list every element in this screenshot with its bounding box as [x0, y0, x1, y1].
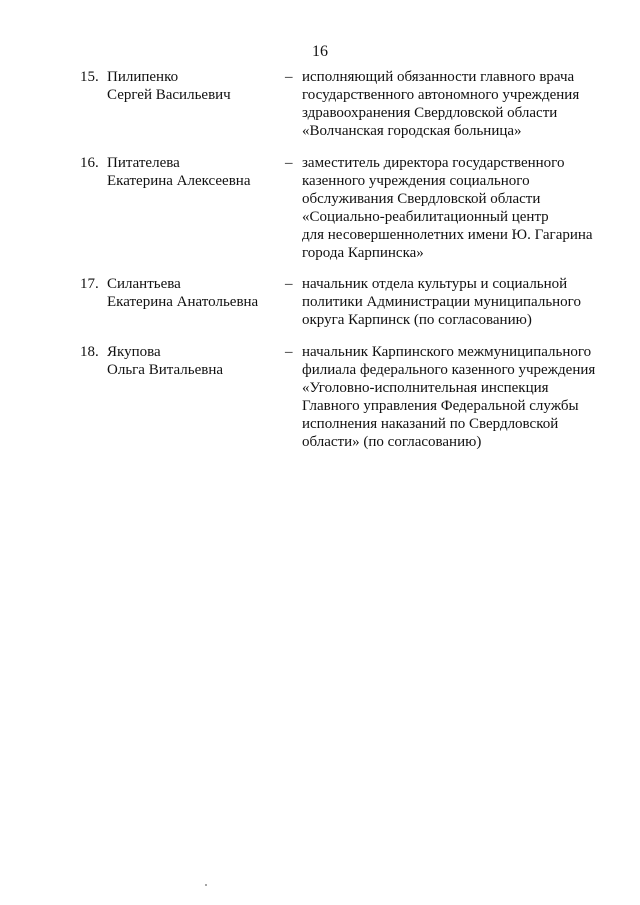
position-line: начальник отдела культуры и социальной	[302, 276, 568, 292]
position-line: для несовершеннолетних имени Ю. Гагарина	[302, 227, 593, 243]
given-names: Сергей Васильевич	[107, 87, 231, 103]
position-text	[302, 68, 612, 140]
dash: –	[285, 276, 293, 292]
position-text	[302, 154, 612, 262]
position-line: филиала федерального казенного учреждения	[302, 362, 596, 378]
position-line: исполняющий обязанности главного врача	[302, 69, 575, 85]
dash: –	[285, 344, 293, 360]
position-line: казенного учреждения социального	[302, 173, 530, 189]
surname: Питателева	[107, 155, 180, 171]
position-text	[302, 343, 612, 451]
given-names: Екатерина Анатольевна	[107, 294, 259, 310]
page-number: 16	[312, 43, 328, 60]
surname: Силантьева	[107, 276, 181, 292]
item-number: 15.	[80, 69, 99, 85]
position-line: политики Администрации муниципального	[302, 294, 581, 310]
given-names: Екатерина Алексеевна	[107, 173, 251, 189]
position-line: «Социально-реабилитационный центр	[302, 209, 549, 225]
item-number: 17.	[80, 276, 99, 292]
position-line: государственного автономного учреждения	[302, 87, 580, 103]
position-line: начальник Карпинского межмуниципального	[302, 344, 592, 360]
person-name	[107, 154, 277, 190]
surname: Пилипенко	[107, 69, 179, 85]
position-line: обслуживания Свердловской области	[302, 191, 541, 207]
item-number: 18.	[80, 344, 99, 360]
position-text	[302, 275, 612, 329]
person-name	[107, 68, 277, 104]
position-line: здравоохранения Свердловской области	[302, 105, 558, 121]
scan-speck	[205, 884, 207, 886]
dash: –	[285, 155, 293, 171]
position-line: исполнения наказаний по Свердловской	[302, 416, 559, 432]
dash: –	[285, 69, 293, 85]
position-line: области» (по согласованию)	[302, 434, 482, 450]
position-line: заместитель директора государственного	[302, 155, 565, 171]
person-name	[107, 275, 277, 311]
item-number: 16.	[80, 155, 99, 171]
position-line: «Уголовно-исполнительная инспекция	[302, 380, 549, 396]
surname: Якупова	[107, 344, 161, 360]
position-line: Главного управления Федеральной службы	[302, 398, 579, 414]
given-names: Ольга Витальевна	[107, 362, 224, 378]
person-name	[107, 343, 277, 379]
position-line: города Карпинска»	[302, 245, 424, 261]
position-line: «Волчанская городская больница»	[302, 123, 522, 139]
position-line: округа Карпинск (по согласованию)	[302, 312, 532, 328]
